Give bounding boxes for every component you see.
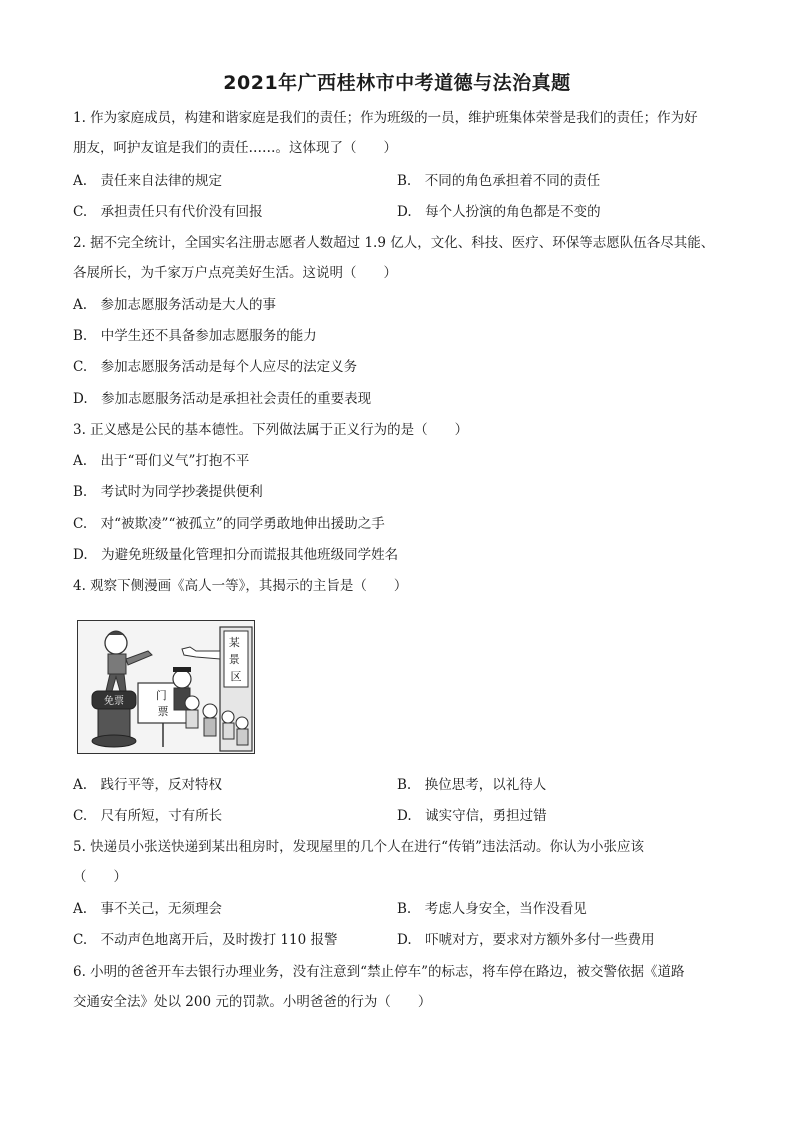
q4-stem: 4. 观察下侧漫画《高人一等》，其揭示的主旨是（ ） — [73, 578, 408, 594]
q5-option-a: A. 事不关己，无须理会 — [73, 901, 223, 917]
cartoon-sign-text — [229, 635, 244, 683]
q1-option-d: D. 每个人扮演的角色都是不变的 — [397, 204, 601, 220]
cartoon-ticket-char-1: 门 — [155, 689, 167, 702]
q1-option-a: A. 责任来自法律的规定 — [73, 173, 223, 189]
cartoon-sign-char-3: 区 — [230, 670, 242, 683]
cartoon-image — [77, 620, 255, 754]
q5-option-c: C. 不动声色地离开后，及时拨打 110 报警 — [73, 932, 338, 948]
q3-stem: 3. 正义感是公民的基本德性。下列做法属于正义行为的是（ ） — [73, 422, 469, 438]
cartoon-ticket-char-2: 票 — [157, 705, 169, 718]
q1-stem-line2: 朋友，呵护友谊是我们的责任……。这体现了（ ） — [73, 140, 397, 156]
q1-option-b: B. 不同的角色承担着不同的责任 — [397, 173, 601, 189]
q2-stem-line2: 各展所长，为千家万户点亮美好生活。这说明（ ） — [73, 265, 397, 281]
q4-option-b: B. 换位思考，以礼待人 — [397, 777, 547, 793]
q2-stem-line1: 2. 据不完全统计，全国实名注册志愿者人数超过 1.9 亿人，文化、科技、医疗、环保等志愿队伍各尽其能、 — [73, 235, 715, 251]
q3-option-d: D. 为避免班级量化管理扣分而谎报其他班级同学姓名 — [73, 547, 399, 563]
q3-option-b: B. 考试时为同学抄袭提供便利 — [73, 484, 263, 500]
q3-option-c: C. 对“被欺凌”“被孤立”的同学勇敢地伸出援助之手 — [73, 516, 385, 532]
page-title: 2021年广西桂林市中考道德与法治真题 — [223, 72, 571, 94]
cartoon-sign-char-2: 景 — [228, 653, 240, 666]
cartoon-pedestal-label: 免票 — [104, 696, 124, 707]
q2-option-d: D. 参加志愿服务活动是承担社会责任的重要表现 — [73, 391, 372, 407]
cartoon-sign-char-1: 某 — [228, 636, 240, 649]
q2-option-b: B. 中学生还不具备参加志愿服务的能力 — [73, 328, 317, 344]
q2-option-a: A. 参加志愿服务活动是大人的事 — [73, 297, 277, 313]
q3-option-a: A. 出于“哥们义气”打抱不平 — [73, 453, 250, 469]
q5-stem-line1: 5. 快递员小张送快递到某出租房时，发现屋里的几个人在进行“传销”违法活动。你认为小张应该 — [73, 839, 644, 855]
q1-option-c: C. 承担责任只有代价没有回报 — [73, 204, 263, 220]
q6-stem-line1: 6. 小明的爸爸开车去银行办理业务，没有注意到“禁止停车”的标志，将车停在路边，被交警依据《道路 — [73, 964, 685, 980]
q4-option-c: C. 尺有所短，寸有所长 — [73, 808, 223, 824]
q4-option-a: A. 践行平等，反对特权 — [73, 777, 223, 793]
q5-stem-line2: （ ） — [73, 869, 127, 885]
q2-option-c: C. 参加志愿服务活动是每个人应尽的法定义务 — [73, 359, 358, 375]
q6-stem-line2: 交通安全法》处以 200 元的罚款。小明爸爸的行为（ ） — [73, 994, 432, 1010]
q1-stem-line1: 1. 作为家庭成员，构建和谐家庭是我们的责任；作为班级的一员，维护班集体荣誉是我们的责任；作为好 — [73, 110, 698, 126]
q4-option-d: D. 诚实守信，勇担过错 — [397, 808, 547, 824]
q5-option-b: B. 考虑人身安全，当作没看见 — [397, 901, 587, 917]
q5-option-d: D. 吓唬对方，要求对方额外多付一些费用 — [397, 932, 655, 948]
